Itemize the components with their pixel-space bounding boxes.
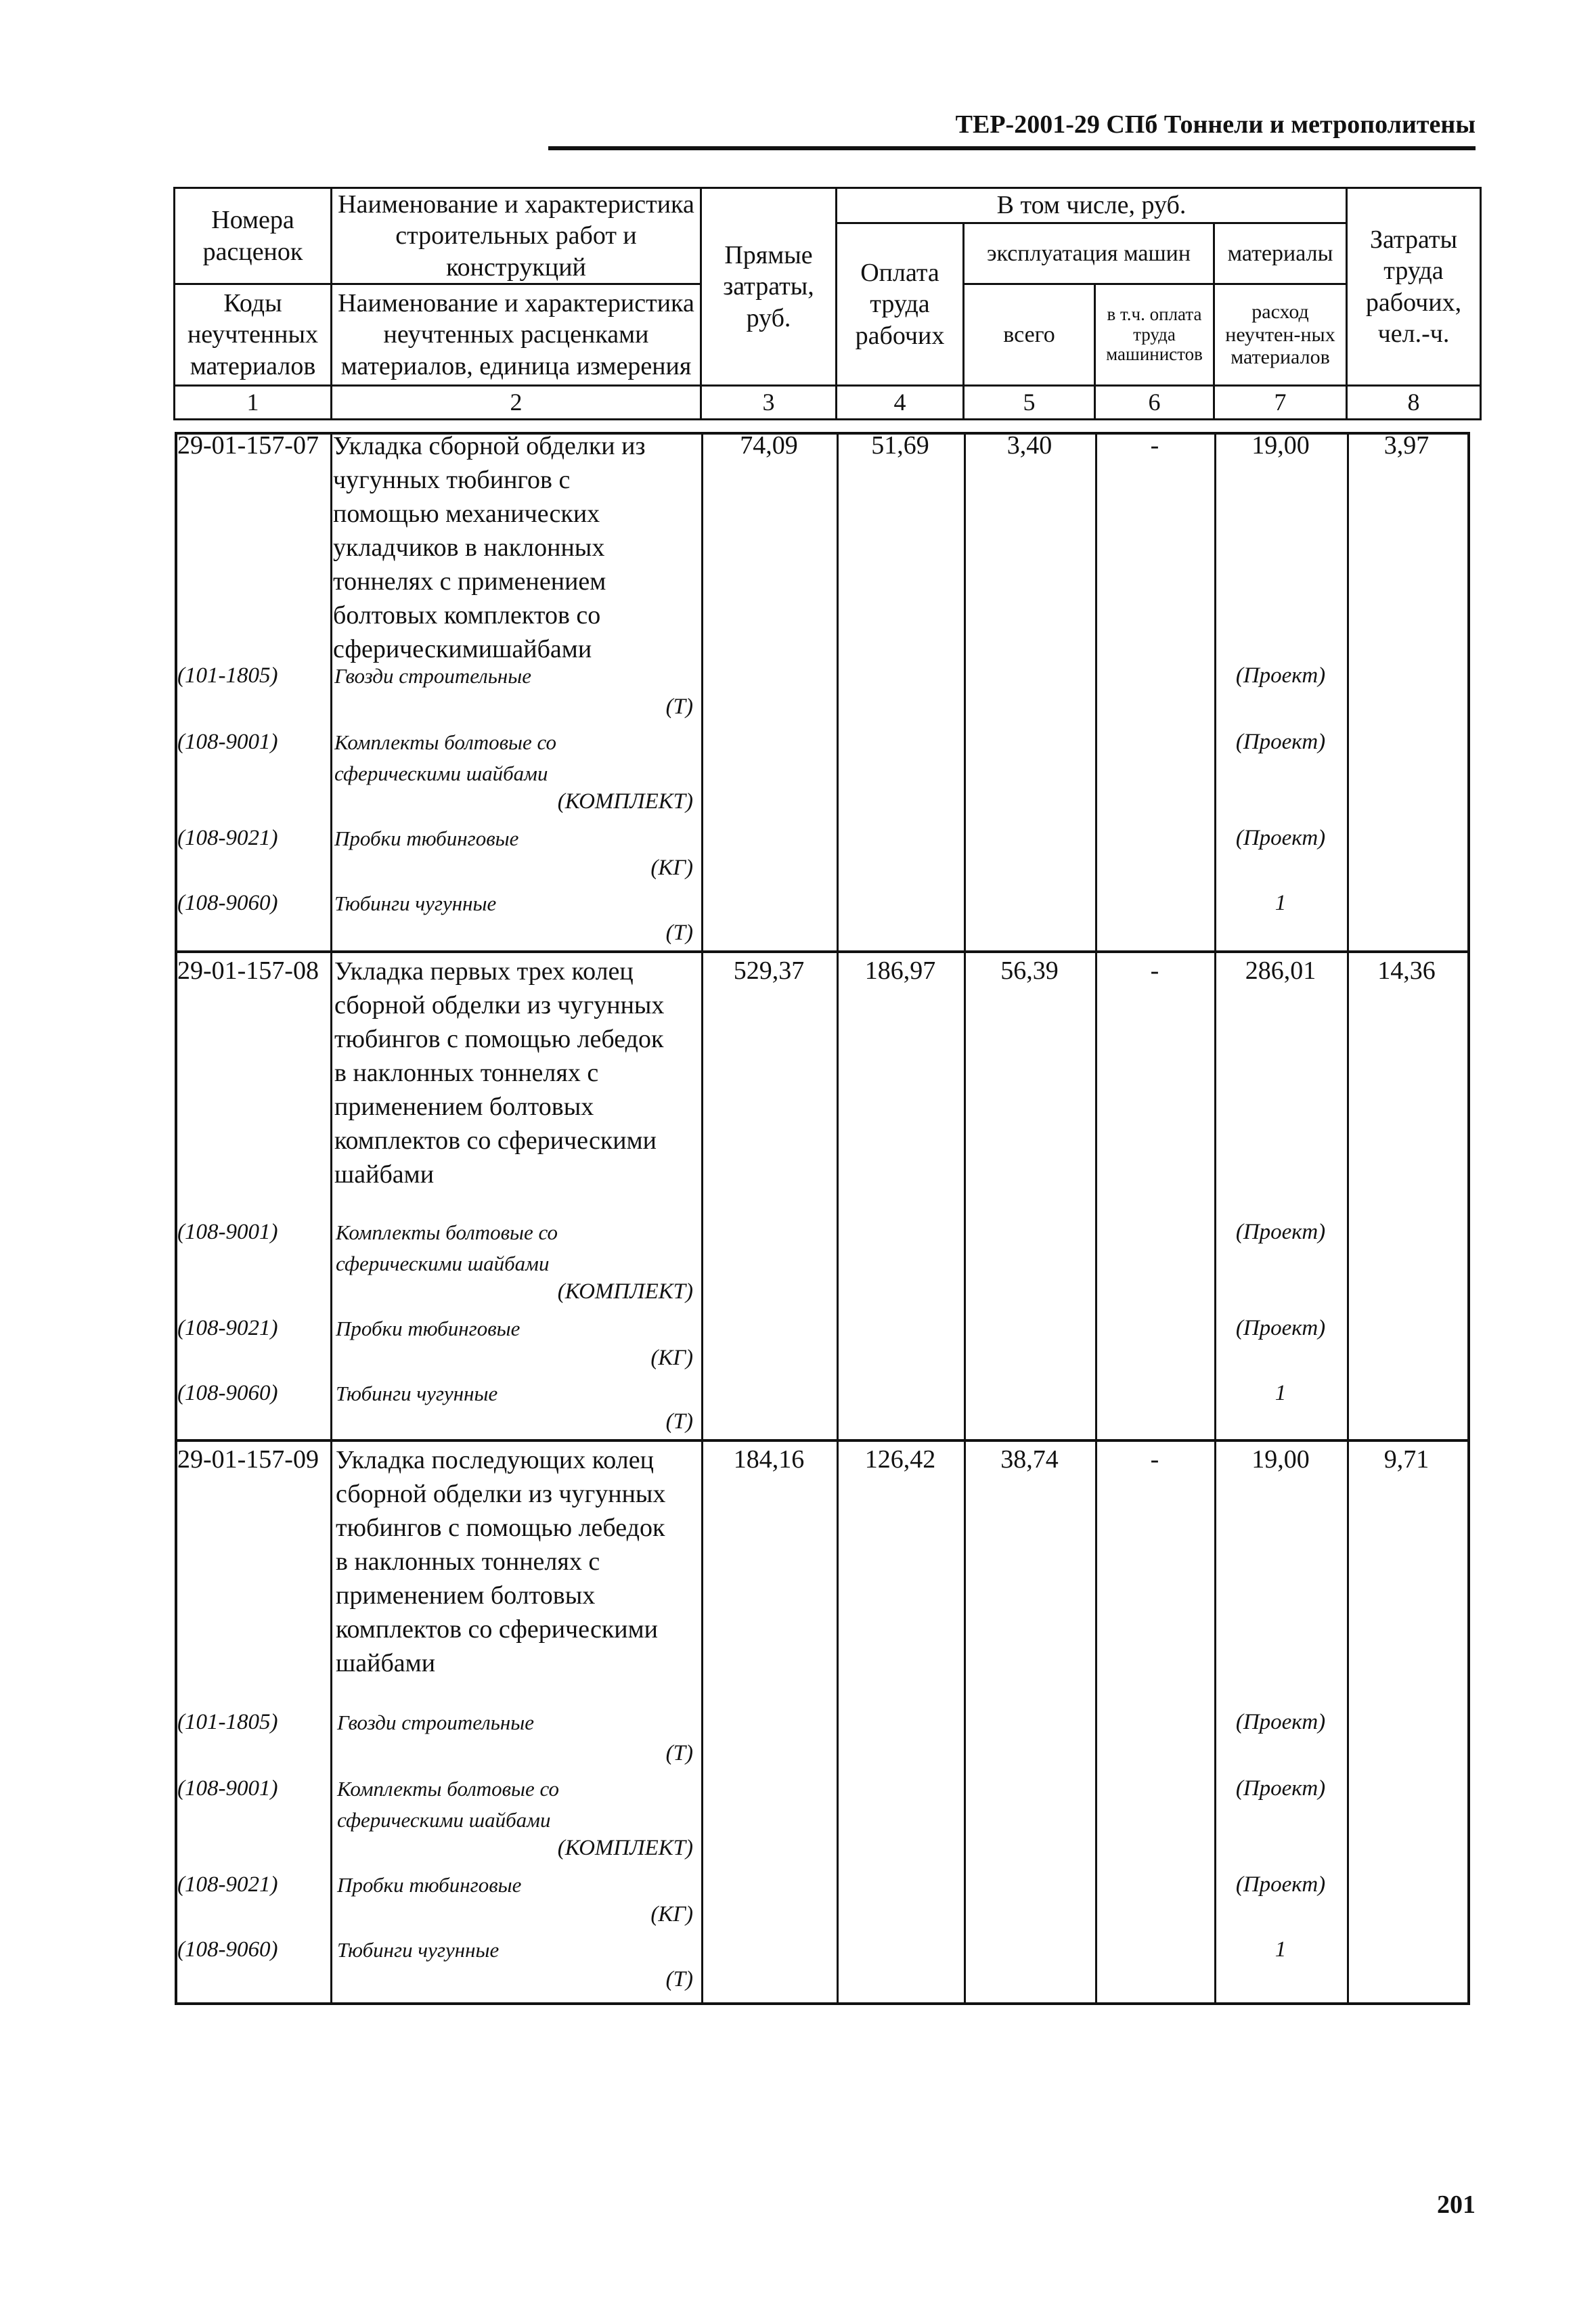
material-unit: (Т) <box>665 1967 693 1991</box>
col4-header: Оплата труда рабочих <box>837 223 964 386</box>
materials-cost: 286,01 <box>1245 956 1316 985</box>
labor-hours: 9,71 <box>1383 1445 1429 1474</box>
material-code: (108-9001) <box>177 730 278 754</box>
material-code: (108-9021) <box>177 826 278 850</box>
col7-header-top: материалы <box>1214 223 1347 284</box>
material-name: Пробки тюбинговые <box>334 827 519 850</box>
material-name: Тюбинги чугунные <box>334 892 497 915</box>
material-unit: (Т) <box>665 1741 693 1765</box>
machines-cost: 56,39 <box>1000 956 1059 985</box>
material-name <box>336 1217 558 1279</box>
col-number-4: 4 <box>837 386 964 420</box>
machinists-cost: - <box>1150 1445 1159 1474</box>
material-qty: 1 <box>1274 1381 1287 1405</box>
materials-cost: 19,00 <box>1251 1445 1310 1474</box>
material-name: Пробки тюбинговые <box>337 1873 522 1897</box>
material-code: (101-1805) <box>177 1710 278 1734</box>
column-divider <box>330 432 332 2002</box>
material-unit: (Т) <box>665 695 693 719</box>
material-code: (108-9060) <box>177 891 278 915</box>
material-name: Тюбинги чугунные <box>336 1382 498 1405</box>
description-line: укладчиков в наклонных <box>333 533 605 562</box>
description-line: сферическимишайбами <box>333 635 592 663</box>
material-unit: (КОМПЛЕКТ) <box>557 789 693 814</box>
description-line: сборной обделки из чугунных <box>336 1480 666 1508</box>
material-code: (108-9001) <box>177 1776 278 1801</box>
material-qty: (Проект) <box>1235 1710 1326 1734</box>
rate-code: 29-01-157-08 <box>177 956 319 985</box>
direct-cost: 184,16 <box>733 1445 805 1474</box>
material-qty: (Проект) <box>1235 826 1326 850</box>
direct-cost: 529,37 <box>733 956 805 985</box>
work-description <box>333 429 645 666</box>
column-divider <box>1347 432 1349 2002</box>
description-line: в наклонных тоннелях с <box>336 1547 600 1576</box>
description-line: комплектов со сферическими <box>336 1615 659 1644</box>
material-unit: (КГ) <box>650 856 693 880</box>
col-number-3: 3 <box>701 386 837 420</box>
material-name-line: Комплекты болтовые со <box>334 730 557 754</box>
col-number-2: 2 <box>332 386 701 420</box>
rate-code: 29-01-157-07 <box>177 431 319 460</box>
materials-cost: 19,00 <box>1251 431 1310 460</box>
document-title: ТЕР-2001-29 СПб Тоннели и метрополитены <box>955 110 1476 139</box>
material-name-line: сферическими шайбами <box>336 1252 550 1275</box>
description-line: помощью механических <box>333 500 600 528</box>
row-divider <box>175 950 1470 953</box>
col1-header-top: Номера расценок <box>175 188 332 284</box>
material-unit: (КГ) <box>650 1346 693 1370</box>
description-line: тоннелях с применением <box>333 567 606 596</box>
column-divider <box>1095 432 1097 2002</box>
material-unit: (КГ) <box>650 1902 693 1927</box>
material-name-line: сферическими шайбами <box>334 762 548 785</box>
col7-header-bottom: расход неучтен-ных материалов <box>1214 284 1347 386</box>
col6-header: в т.ч. оплата труда машинистов <box>1095 284 1214 386</box>
work-description <box>336 1443 665 1680</box>
material-qty: (Проект) <box>1235 1872 1326 1897</box>
direct-cost: 74,09 <box>740 431 798 460</box>
description-line: комплектов со сферическими <box>334 1126 657 1155</box>
col2-header-top: Наименование и характеристика строительных работ и конструкций <box>332 188 701 284</box>
col-number-5: 5 <box>964 386 1095 420</box>
description-line: тюбингов с помощью лебедок <box>336 1514 665 1542</box>
labor-hours: 14,36 <box>1377 956 1436 985</box>
description-line: шайбами <box>336 1649 436 1677</box>
material-qty: (Проект) <box>1235 1776 1326 1801</box>
material-qty: (Проект) <box>1235 1220 1326 1244</box>
material-name <box>334 727 556 789</box>
included-group-header: В том числе, руб. <box>837 188 1347 223</box>
machines-cost: 38,74 <box>1000 1445 1059 1474</box>
col5-header: всего <box>964 284 1095 386</box>
title-underline <box>548 146 1476 150</box>
row-divider <box>175 1439 1470 1442</box>
labor-hours: 3,97 <box>1383 431 1429 460</box>
description-line: Укладка первых трех колец <box>334 957 634 986</box>
material-name: Тюбинги чугунные <box>337 1938 500 1962</box>
material-qty: (Проект) <box>1235 730 1326 754</box>
material-name-line: Комплекты болтовые со <box>336 1220 558 1244</box>
column-divider <box>964 432 966 2002</box>
material-qty: 1 <box>1274 1937 1287 1962</box>
description-line: в наклонных тоннелях с <box>334 1059 599 1087</box>
material-name: Гвозди строительные <box>337 1711 534 1734</box>
column-divider <box>701 432 703 2002</box>
description-line: применением болтовых <box>336 1581 596 1610</box>
material-unit: (Т) <box>665 921 693 945</box>
machines-group-header: эксплуатация машин <box>964 223 1214 284</box>
material-qty: (Проект) <box>1235 663 1326 688</box>
material-qty: (Проект) <box>1235 1316 1326 1340</box>
material-unit: (КОМПЛЕКТ) <box>557 1836 693 1860</box>
col-number-7: 7 <box>1214 386 1347 420</box>
material-name-line: Комплекты болтовые со <box>337 1777 560 1801</box>
description-line: Укладка сборной обделки из <box>333 432 646 460</box>
material-unit: (Т) <box>665 1409 693 1434</box>
description-line: применением болтовых <box>334 1093 594 1121</box>
work-description <box>334 954 664 1191</box>
material-code: (108-9021) <box>177 1872 278 1897</box>
material-code: (101-1805) <box>177 663 278 688</box>
col8-header: Затраты труда рабочих, чел.-ч. <box>1347 188 1481 386</box>
col-number-1: 1 <box>175 386 332 420</box>
rate-code: 29-01-157-09 <box>177 1445 319 1474</box>
machinists-cost: - <box>1150 956 1159 985</box>
col2-header-bottom: Наименование и характеристика неучтенных расценками материалов, единица измерения <box>332 284 701 386</box>
machines-cost: 3,40 <box>1006 431 1052 460</box>
col-number-6: 6 <box>1095 386 1214 420</box>
material-unit: (КОМПЛЕКТ) <box>557 1279 693 1304</box>
material-name: Пробки тюбинговые <box>336 1317 520 1340</box>
description-line: чугунных тюбингов с <box>333 466 571 494</box>
material-code: (108-9060) <box>177 1381 278 1405</box>
material-name <box>337 1774 559 1836</box>
machinists-cost: - <box>1150 431 1159 460</box>
col3-header: Прямые затраты, руб. <box>701 188 837 386</box>
description-line: болтовых комплектов со <box>333 601 601 630</box>
material-name: Гвозди строительные <box>334 664 531 688</box>
description-line: Укладка последующих колец <box>336 1446 654 1474</box>
labor-cost: 186,97 <box>864 956 936 985</box>
description-line: сборной обделки из чугунных <box>334 991 665 1019</box>
labor-cost: 51,69 <box>871 431 929 460</box>
material-name-line: сферическими шайбами <box>337 1808 551 1832</box>
material-code: (108-9060) <box>177 1937 278 1962</box>
column-divider <box>837 432 839 2002</box>
table-header <box>173 187 1482 420</box>
material-code: (108-9001) <box>177 1220 278 1244</box>
material-qty: 1 <box>1274 891 1287 915</box>
description-line: шайбами <box>334 1160 435 1189</box>
page-number: 201 <box>1437 2191 1476 2219</box>
labor-cost: 126,42 <box>864 1445 936 1474</box>
col-number-8: 8 <box>1347 386 1481 420</box>
material-code: (108-9021) <box>177 1316 278 1340</box>
col1-header-bottom: Коды неучтенных материалов <box>175 284 332 386</box>
description-line: тюбингов с помощью лебедок <box>334 1025 664 1053</box>
